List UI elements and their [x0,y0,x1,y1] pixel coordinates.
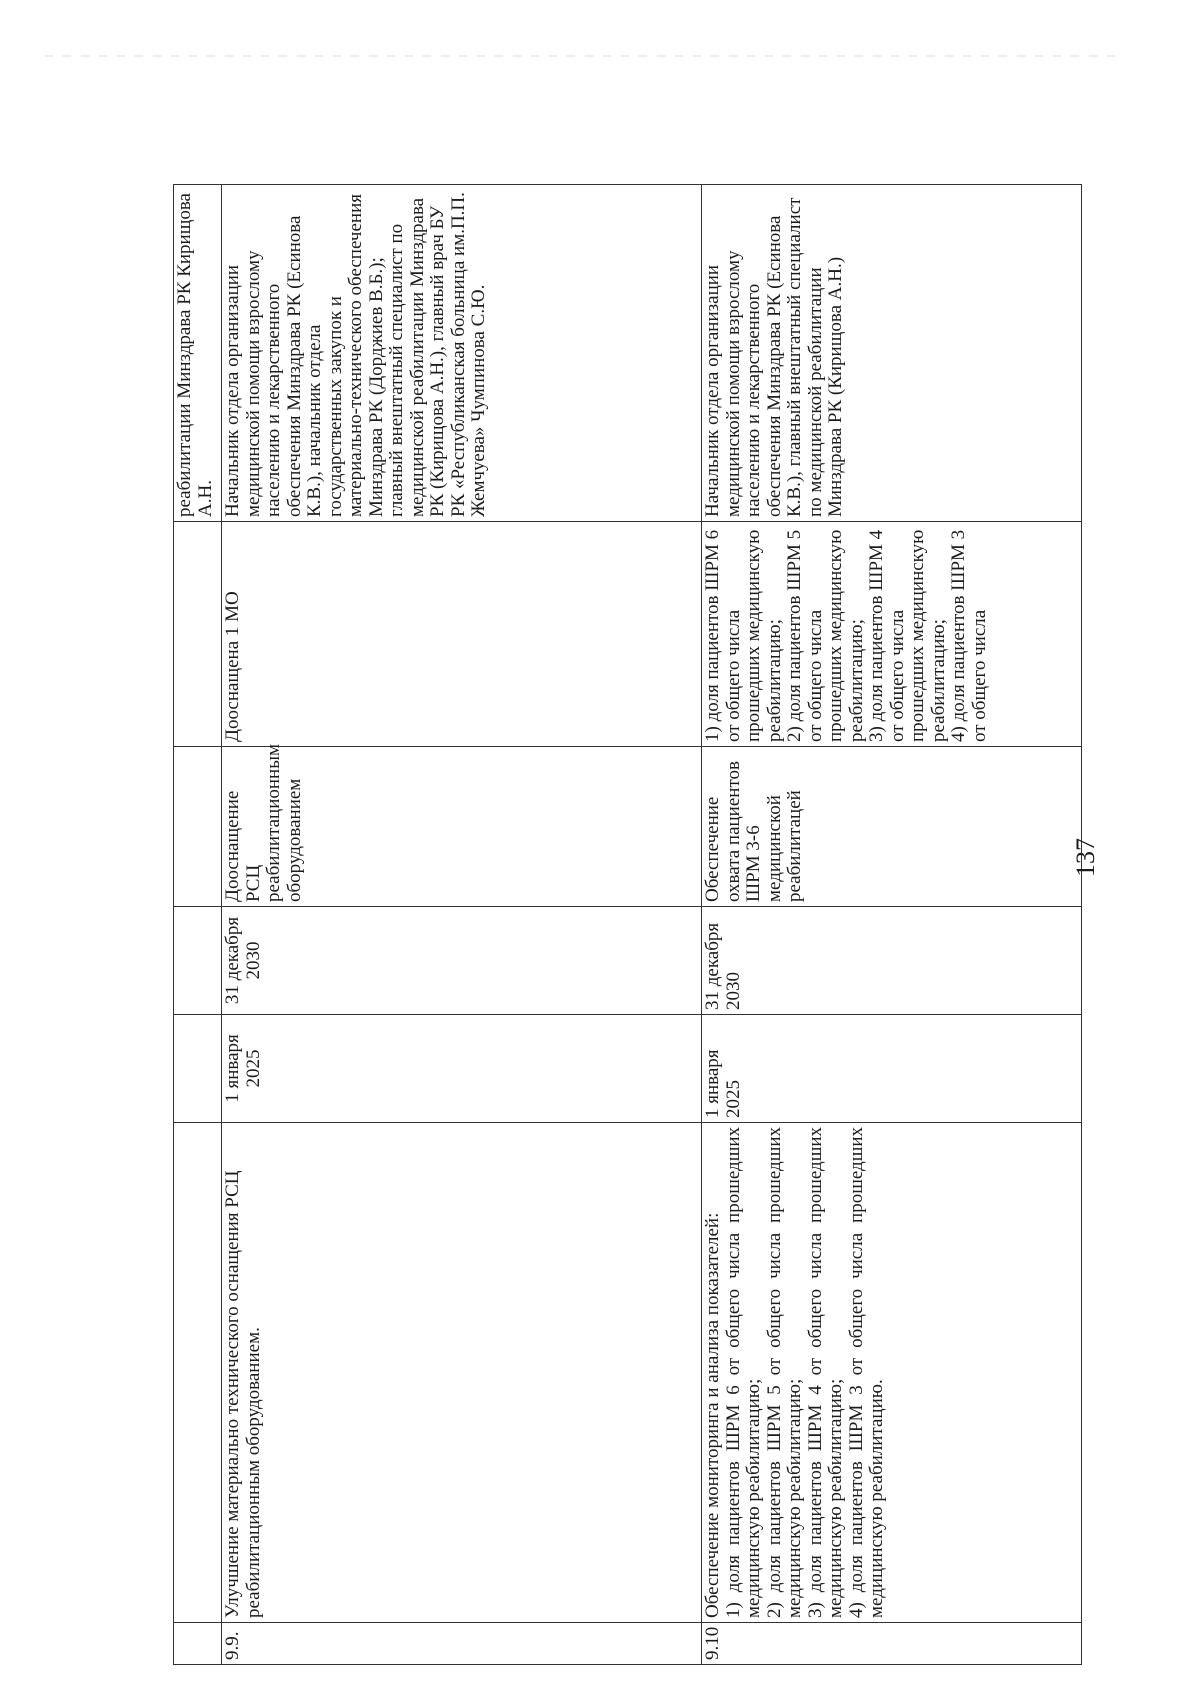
responsible-cell: Начальник отдела организации медицинской помощи взрослому населению и лекарственного обеспечения Минздрава РК (Есинова К.В.), главный внештатный специалист по медицинской реабилитации Минздрава РК (Кирищова А.Н.) [702,185,1082,522]
scan-noise [40,55,1120,57]
table-row-continuation [174,185,222,1665]
list-item: 1) доля пациентов ШРМ 6 от общего числа прошедших медицинскую реабилитацию; [722,1127,764,1618]
row-number: 9.9. [222,1623,702,1665]
end-date-cell: 31 декабря 2030 [702,907,1082,1015]
list-item: 3) доля пациентов ШРМ 4 от общего числа прошедших медицинскую реабилитацию; [804,1127,846,1618]
indicator-cell: Дооснащена 1 МО [222,522,702,747]
start-date-cell: 1 января 2025 [702,1015,1082,1123]
responsible-cell: Начальник отдела организации медицинской помощи взрослому населению и лекарственного обеспечения Минздрава РК (Есинова К.В.), начальник отдела государственных закупок и материально-технического обеспечения Минздрава РК (Дорджиев В.Б.); главный внештатный специалист по медицинской реабилитации Минздрава РК (Кирищова А.Н.), главный врач БУ РК «Республиканская больница им.П.П. Жемчуева» Чумпинова С.Ю. [222,185,702,522]
indicator-list [703,526,990,742]
action-plan-table [173,184,1082,1665]
row-number: 9.10 [702,1623,1082,1665]
list-item: 1) доля пациентов ШРМ 6 от общего числа прошедших медицинскую реабилитацию; [702,529,785,742]
indicator-cell [702,522,1082,747]
list-item: 4) доля пациентов ШРМ 3 от общего числа [948,529,990,742]
list-item: 2) доля пациентов ШРМ 5 от общего числа прошедших медицинскую реабилитацию; [784,529,867,742]
rotated-sheet [173,185,1088,1665]
list-item: 2) доля пациентов ШРМ 5 от общего числа прошедших медицинскую реабилитацию; [763,1127,805,1618]
result-cell: Дооснащение РСЦ реабилитационным оборудованием [222,747,702,907]
measure-cell: Улучшение материально технического оснащения РСЦ реабилитационным оборудованием. [222,1123,702,1623]
table-row [222,185,702,1665]
measure-cell [702,1123,1082,1623]
list-item: 3) доля пациентов ШРМ 4 от общего числа прошедших медицинскую реабилитацию; [866,529,949,742]
measure-list [724,1127,888,1618]
end-date-cell: 31 декабря 2030 [222,907,702,1015]
result-cell: Обеспечение охвата пациентов ШРМ 3-6 медицинской реабилитацей [702,747,1082,907]
list-item: 4) доля пациентов ШРМ 3 от общего числа прошедших медицинскую реабилитацию. [845,1127,887,1618]
responsible-cell: реабилитации Минздрава РК Кирищова А.Н. [174,185,222,522]
measure-title: Обеспечение мониторинга и анализа показателей: [702,1212,723,1618]
table-row [702,185,1082,1665]
start-date-cell: 1 января 2025 [222,1015,702,1123]
page-number: 137 [1071,838,1100,877]
